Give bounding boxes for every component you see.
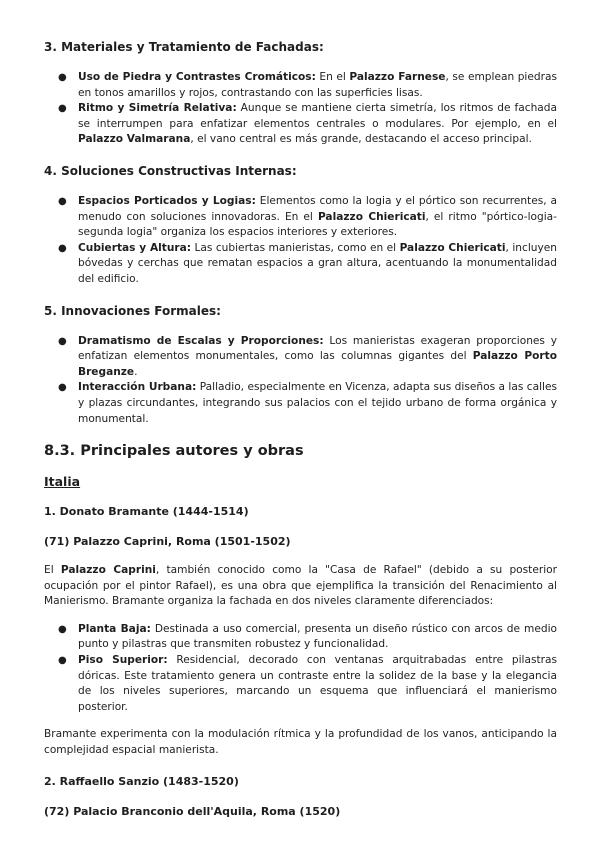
list-item: ● Piso Superior: Residencial, decorado con ventanas arquitrabadas entre pilastras dóricas. Este tratamiento genera un contraste entre la solidez de la base y la elegancia de los niveles superiores, marcando un esquema que influenciará el manierismo posterior.	[58, 654, 558, 713]
list-item: ● Ritmo y Simetría Relativa: Aunque se mantiene cierta simetría, los ritmos de fachada se interrumpen para enfatizar elementos centrales o modulares. Por ejemplo, en el Palazzo Valmarana, el vano central es más grande, destacando el acceso principal.	[58, 102, 557, 146]
bullet-icon: ●	[58, 72, 67, 83]
author-heading: 1. Donato Bramante (1444-1514)	[44, 505, 249, 519]
bullet-list	[44, 622, 557, 716]
chapter-title: 8.3. Principales autores y obras	[44, 443, 304, 460]
work-heading: (72) Palacio Branconio dell'Aquila, Roma (1520)	[44, 804, 341, 818]
list-item: ● Uso de Piedra y Contrastes Cromáticos: En el Palazzo Farnese, se emplean piedras en tonos amarillos y rojos, contrastando con las superficies lisas.	[58, 71, 557, 99]
section-heading-materiales: 3. Materiales y Tratamiento de Fachadas:	[44, 40, 324, 54]
list-item: ● Cubiertas y Altura: Las cubiertas manieristas, como en el Palazzo Chiericati, incluyen bóvedas y cerchas que rematan espacios a gran altura, acentuando la monumentalidad del edificio.	[58, 241, 557, 285]
country-heading: Italia	[44, 474, 81, 490]
document-page	[44, 38, 557, 821]
section-heading-soluciones: 4. Soluciones Constructivas Internas:	[44, 163, 297, 178]
bullet-icon: ●	[58, 335, 67, 347]
bullet-icon: ●	[58, 195, 67, 207]
work-heading: (71) Palazzo Caprini, Roma (1501-1502)	[44, 535, 291, 549]
bullet-list	[44, 70, 557, 148]
paragraph: Bramante experimenta con la modulación rítmica y la profundidad de los vanos, anticipando la complejidad espacial manierista.	[44, 728, 557, 757]
bullet-icon: ●	[58, 655, 67, 667]
list-item: ● Espacios Porticados y Logias: Elementos como la logia y el pórtico son recurrentes, a menudo con soluciones innovadoras. En el Palazzo Chiericati, el ritmo "pórtico-logia-segunda logia" organiza los espacios interiores y exteriores.	[58, 194, 558, 239]
bullet-icon: ●	[58, 103, 67, 115]
author-heading: 2. Raffaello Sanzio (1483-1520)	[44, 774, 239, 788]
list-item: ● Interacción Urbana: Palladio, especialmente en Vicenza, adapta sus diseños a las calles y plazas circundantes, integrando sus palacios con el tejido urbano de forma orgánica y monumental.	[58, 381, 558, 425]
bullet-icon: ●	[58, 623, 67, 635]
bullet-list	[44, 334, 557, 428]
bullet-icon: ●	[58, 242, 67, 254]
section-heading-innovaciones: 5. Innovaciones Formales:	[44, 303, 221, 318]
paragraph: El Palazzo Caprini, también conocido como la "Casa de Rafael" (debido a su posterior ocupación por el pintor Rafael), es una obra que ejemplifica la transición del Renacimiento al Manierismo. Bramante organiza la fachada en dos niveles claramente diferenciados:	[44, 564, 557, 608]
bullet-icon: ●	[58, 382, 67, 394]
list-item: ● Planta Baja: Destinada a uso comercial, presenta un diseño rústico con arcos de medio punto y pilastras que transmiten robustez y funcionalidad.	[58, 622, 558, 651]
list-item: ● Dramatismo de Escalas y Proporciones: Los manieristas exageran proporciones y enfatizan elementos monumentales, como las columnas gigantes del Palazzo Porto Breganze.	[58, 334, 557, 378]
bullet-list	[44, 194, 557, 288]
